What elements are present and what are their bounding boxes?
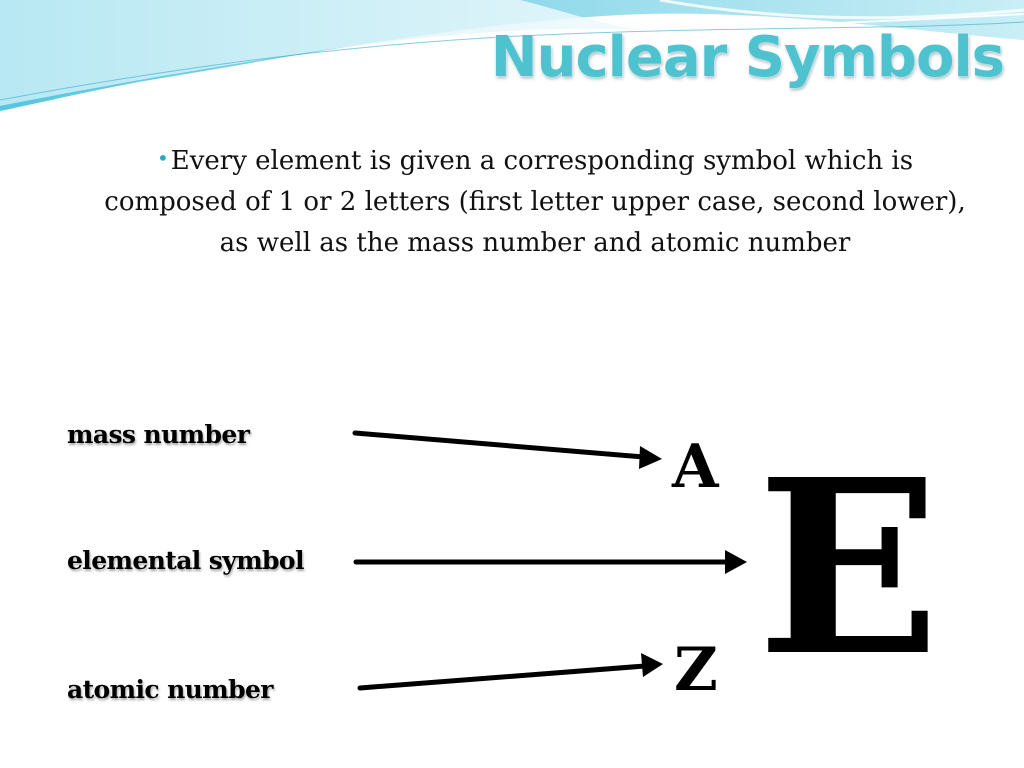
- elemental-symbol-label: elemental symbol: [67, 546, 304, 575]
- atomic-number-arrow: [360, 653, 663, 688]
- bullet-line-2: composed of 1 or 2 letters (first letter upper case, second lower),: [104, 187, 966, 217]
- elemental-symbol-arrow: [356, 550, 747, 574]
- atomic-number-symbol: Z: [674, 635, 718, 705]
- element-symbol: E: [757, 427, 940, 709]
- atomic-number-label: atomic number: [67, 675, 273, 704]
- bullet-line-3: as well as the mass number and atomic number: [219, 228, 851, 258]
- mass-number-symbol: A: [672, 432, 719, 502]
- bullet-marker: •: [156, 146, 169, 170]
- bullet-line-1: Every element is given a corresponding symbol which is: [170, 146, 914, 176]
- slide-title: Nuclear Symbols: [490, 25, 1004, 90]
- mass-number-arrow: [355, 433, 662, 469]
- mass-number-label: mass number: [67, 420, 250, 449]
